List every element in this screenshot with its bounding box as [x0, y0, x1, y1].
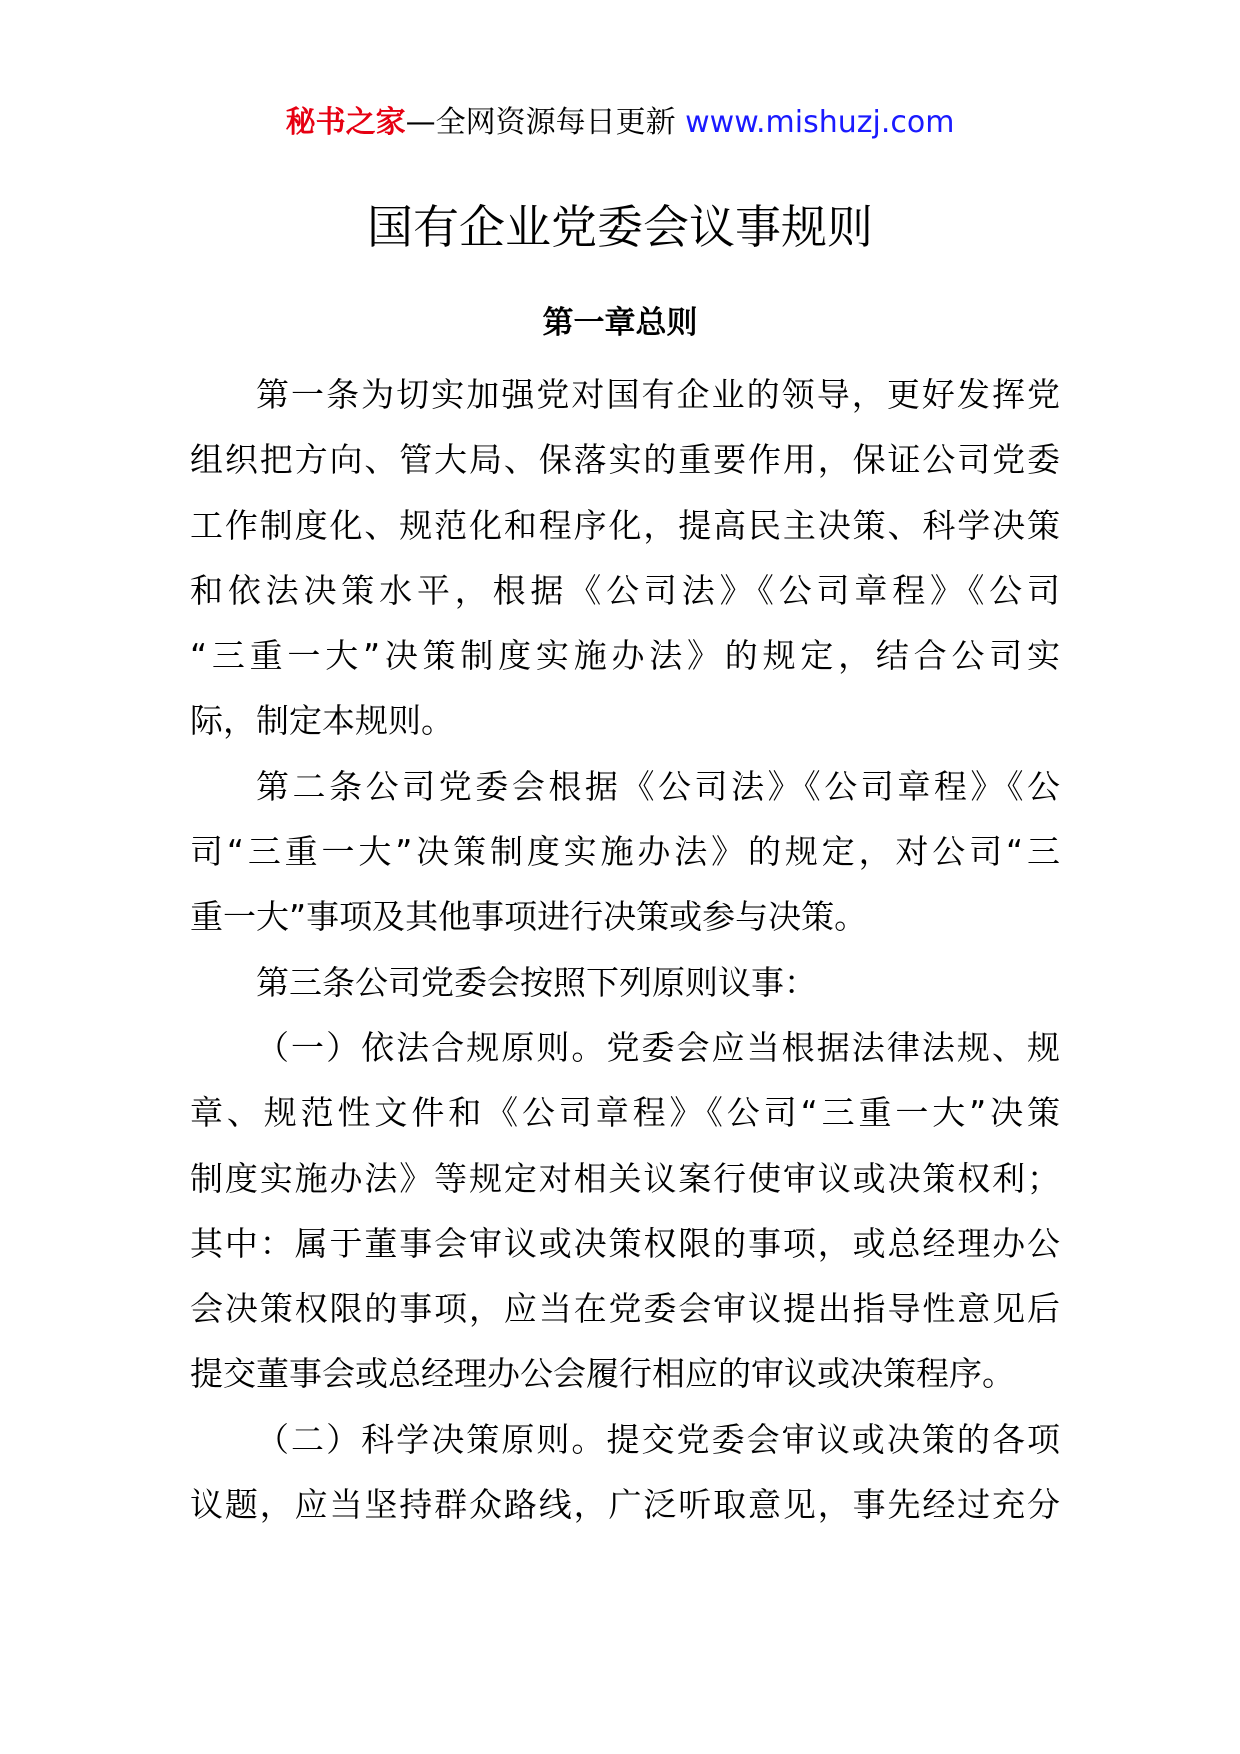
paragraph-line: “三重一大”决策制度实施办法》的规定，结合公司实 [190, 636, 1060, 676]
document-title: 国有企业党委会议事规则 [367, 200, 873, 254]
paragraph-line: 际，制定本规则。 [190, 701, 454, 741]
site-url[interactable]: www.mishuzj.com [685, 105, 955, 140]
paragraph-line: 工作制度化、规范化和程序化，提高民主决策、科学决策 [190, 505, 1060, 545]
paragraph-line: 提交董事会或总经理办公会履行相应的审议或决策程序。 [190, 1354, 1015, 1394]
site-header [0, 100, 1240, 146]
paragraph-line: 制度实施办法》等规定对相关议案行使审议或决策权利； [190, 1158, 1060, 1198]
paragraph-line: 司“三重一大”决策制度实施办法》的规定，对公司“三 [190, 832, 1060, 872]
site-brand: 秘书之家 [285, 105, 406, 140]
paragraph-line: 第一条为切实加强党对国有企业的领导，更好发挥党 [256, 375, 1060, 414]
paragraph-line: 和依法决策水平，根据《公司法》《公司章程》《公司 [190, 570, 1060, 610]
paragraph-line: 议题，应当坚持群众路线，广泛听取意见，事先经过充分 [190, 1485, 1060, 1525]
paragraph-line: 第二条公司党委会根据《公司法》《公司章程》《公 [256, 766, 1060, 806]
paragraph-line: 会决策权限的事项，应当在党委会审议提出指导性意见后 [190, 1289, 1060, 1329]
paragraph-line: 其中：属于董事会审议或决策权限的事项，或总经理办公 [190, 1223, 1060, 1263]
paragraph-line: 组织把方向、管大局、保落实的重要作用，保证公司党委 [190, 440, 1060, 480]
paragraph-line: 重一大”事项及其他事项进行决策或参与决策。 [190, 897, 868, 937]
paragraph-line: 第三条公司党委会按照下列原则议事： [256, 962, 817, 1002]
paragraph-line: （二）科学决策原则。提交党委会审议或决策的各项 [256, 1419, 1060, 1459]
paragraph-line: 章、规范性文件和《公司章程》《公司“三重一大”决策 [190, 1093, 1060, 1133]
document-body [190, 362, 1060, 1537]
paragraph-line: （一）依法合规原则。党委会应当根据法律法规、规 [256, 1027, 1060, 1067]
chapter-heading: 第一章总则 [542, 305, 698, 341]
site-tagline: —全网资源每日更新 [405, 105, 676, 140]
